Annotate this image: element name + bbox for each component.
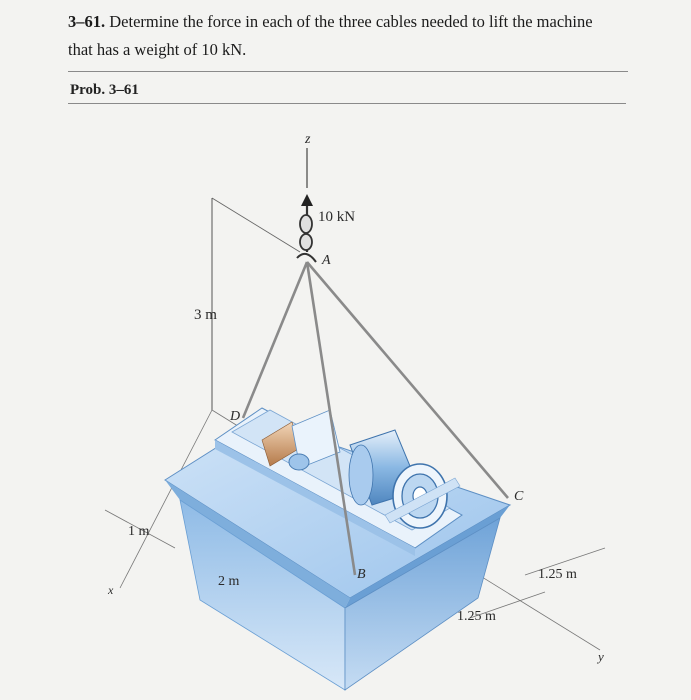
point-b-label: B	[357, 567, 366, 582]
figure-caption: Prob. 3–61	[70, 82, 139, 98]
x-offset-label: 1 m	[128, 524, 150, 539]
x-axis-label: x	[108, 583, 114, 597]
z-axis-label: z	[305, 132, 311, 147]
height-label: 3 m	[194, 307, 217, 323]
load-label: 10 kN	[318, 209, 356, 225]
y-axis-label: y	[598, 649, 604, 664]
problem-statement-line1: Determine the force in each of the three cables needed to lift the machine	[105, 12, 593, 31]
point-a-label: A	[322, 253, 331, 268]
two-meter-label: 2 m	[218, 574, 240, 589]
problem-number: 3–61.	[68, 12, 106, 31]
point-d-label: D	[230, 409, 241, 424]
problem-statement-line2: that has a weight of 10 kN.	[68, 40, 247, 59]
c-dimension-label: 1.25 m	[538, 567, 577, 582]
b-dimension-label: 1.25 m	[457, 609, 496, 624]
point-c-label: C	[514, 489, 524, 504]
